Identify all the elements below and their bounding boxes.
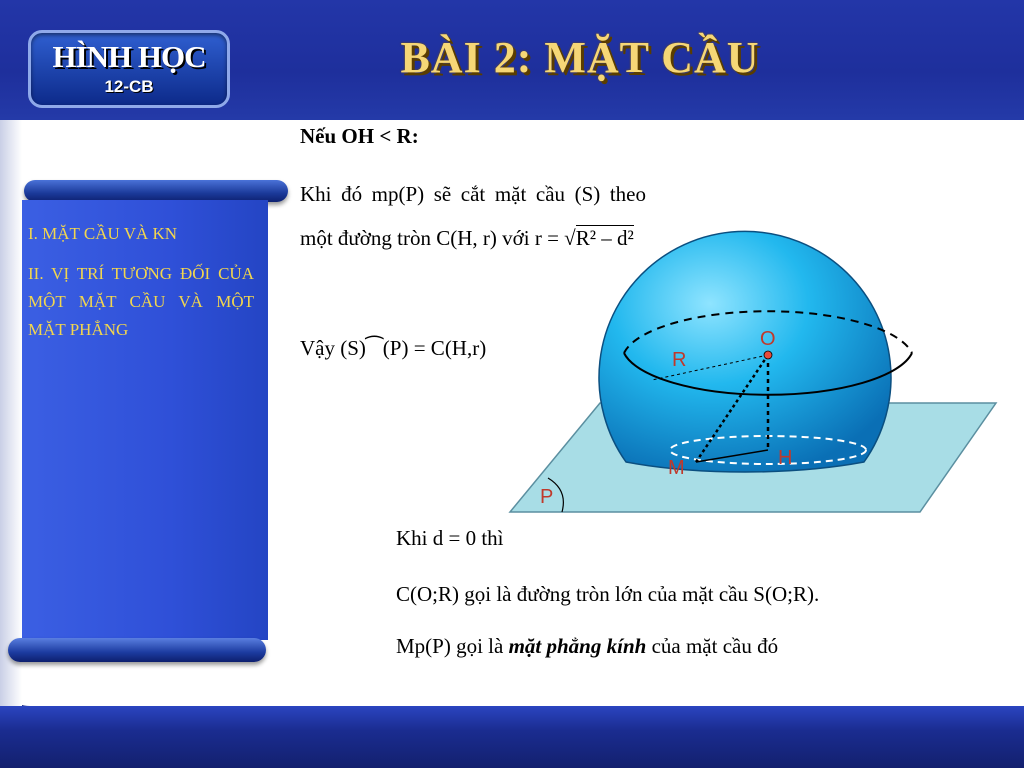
- sphere-plane-diagram: [500, 210, 1020, 520]
- conclusion-line: [300, 336, 486, 361]
- label-r: R: [672, 349, 687, 371]
- center-o-dot: [764, 351, 772, 359]
- condition-heading: Nếu OH < R:: [300, 124, 419, 148]
- intersection-text: Khi đó mp(P) sẽ cắt mặt cầu (S) theo một đường tròn C(H, r) với r = √: [300, 182, 646, 250]
- diametral-plane-tail: của mặt cầu đó: [646, 634, 779, 658]
- logo-subtitle: 12-CB: [104, 77, 154, 96]
- label-h: H: [778, 447, 793, 469]
- scroll-top-roll: [24, 180, 288, 202]
- left-edge-shade: [0, 120, 22, 706]
- scroll-bottom-roll: [8, 638, 266, 662]
- label-o: O: [760, 328, 776, 350]
- diametral-plane-lead: Mp(P) gọi là: [396, 634, 509, 658]
- sidebar-item-relative-position[interactable]: II. VỊ TRÍ TƯƠNG ĐỐI CỦA MỘT MẶT CẦU VÀ MỘT MẶT PHẲNG: [28, 264, 254, 339]
- logo-badge: [28, 30, 230, 108]
- footer-band: [0, 706, 1024, 768]
- diametral-plane-term: mặt phẳng kính: [508, 634, 647, 658]
- label-p: P: [540, 486, 554, 508]
- great-circle-line: C(O;R) gọi là đường tròn lớn của mặt cầu S(O;R).: [396, 582, 820, 606]
- label-m: M: [668, 457, 685, 479]
- diametral-plane-line: [396, 634, 778, 659]
- conclusion-lead: Vậy (S): [300, 336, 366, 360]
- distance-zero-line: Khi d = 0 thì: [396, 526, 504, 550]
- intersection-symbol: ⁀: [365, 336, 383, 360]
- sidebar-item-sphere-definition[interactable]: I. MẶT CẦU VÀ KN: [28, 224, 178, 243]
- radius-formula: R² – d²: [575, 226, 634, 250]
- logo-title: HÌNH HỌC: [52, 39, 206, 74]
- slide-title: BÀI 2: MẶT CẦU: [400, 33, 760, 82]
- conclusion-tail: (P) = C(H,r): [382, 336, 487, 360]
